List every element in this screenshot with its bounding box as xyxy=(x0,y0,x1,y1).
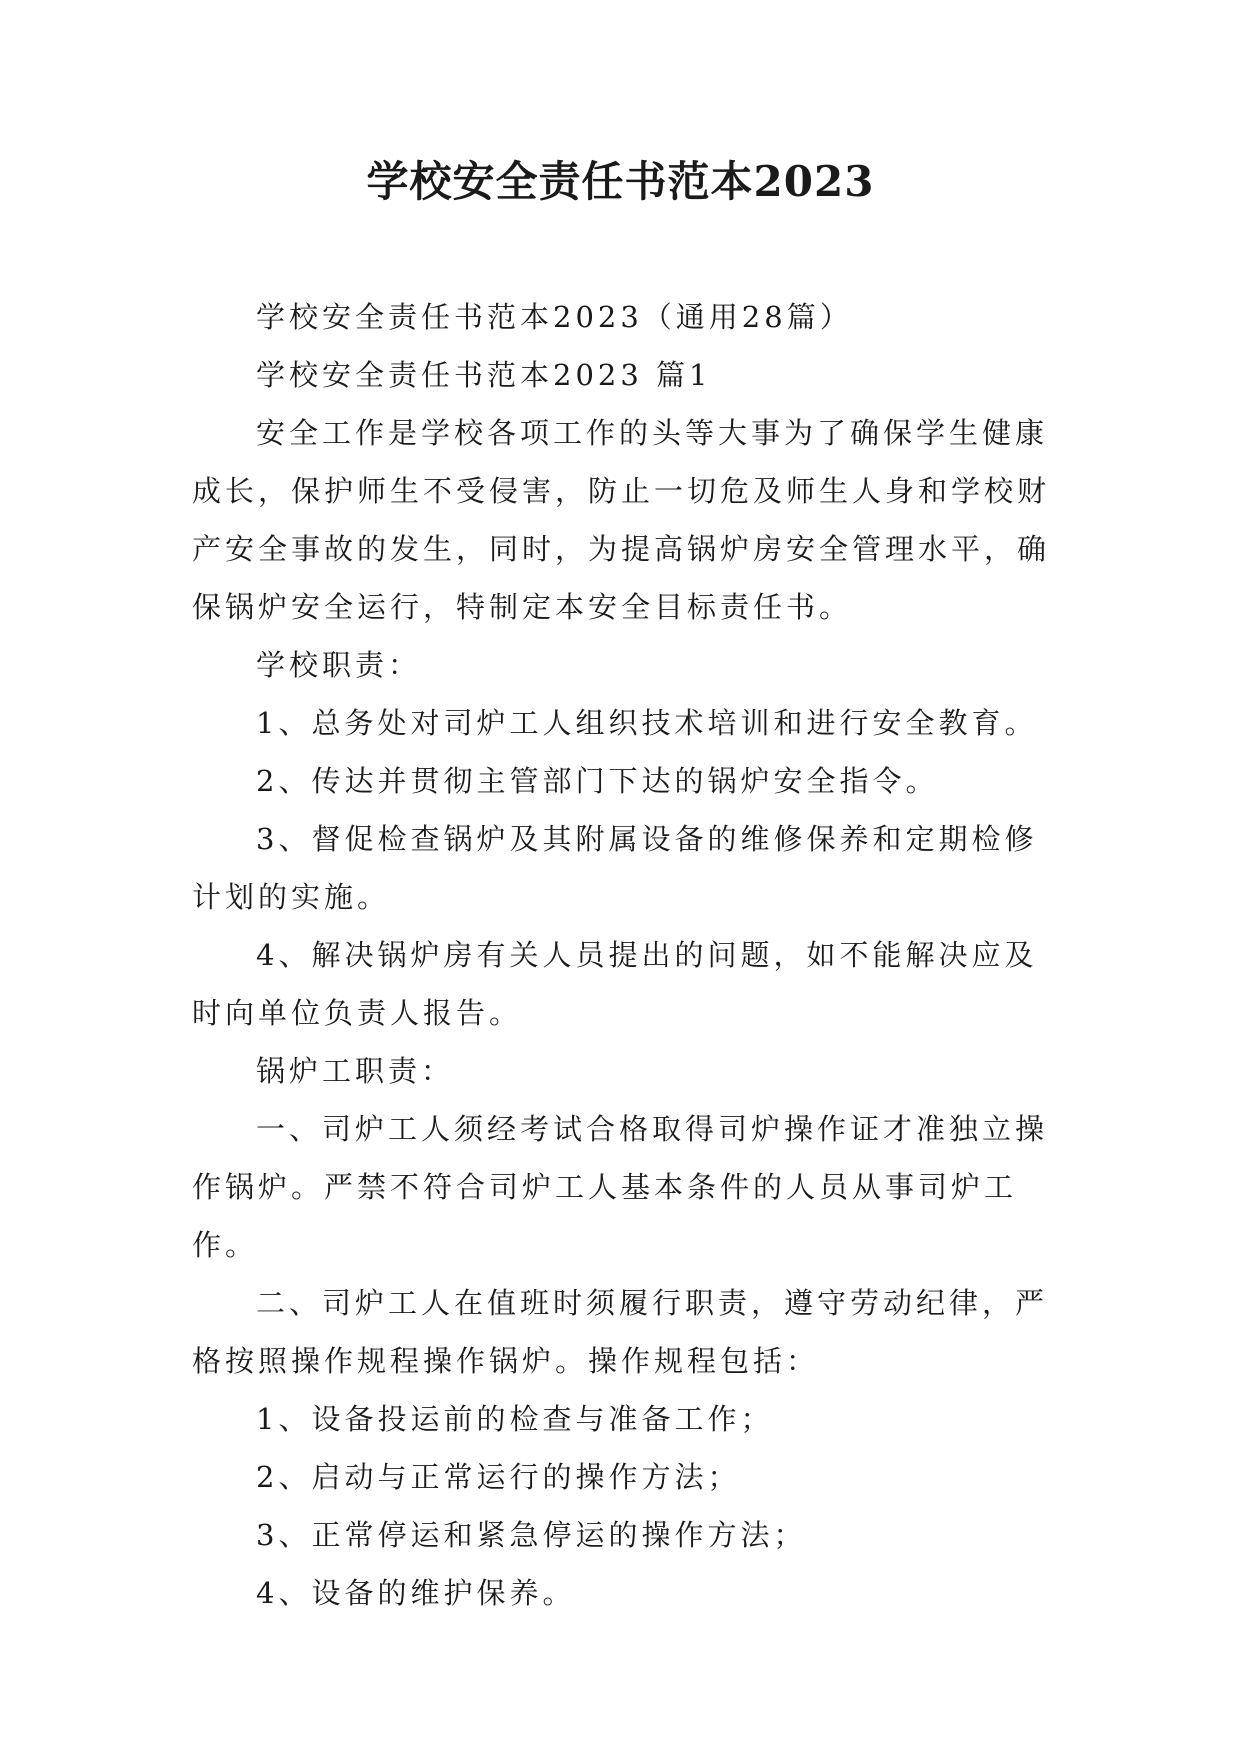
paragraph: 锅炉工职责： xyxy=(256,1054,455,1088)
paragraph: 4、设备的维护保养。 xyxy=(256,1576,576,1610)
paragraph: 3、正常停运和紧急停运的操作方法； xyxy=(256,1518,807,1552)
paragraph: 3、督促检查锅炉及其附属设备的维修保养和定期检修计划的实施。 xyxy=(192,822,1038,914)
document-body xyxy=(192,288,1062,1622)
paragraph: 学校安全责任书范本2023（通用28篇） xyxy=(256,300,853,334)
paragraph: 1、设备投运前的检查与准备工作； xyxy=(256,1402,774,1436)
paragraph: 2、传达并贯彻主管部门下达的锅炉安全指令。 xyxy=(256,764,939,798)
document-title: 学校安全责任书范本2023 xyxy=(366,157,875,206)
paragraph: 4、解决锅炉房有关人员提出的问题，如不能解决应及时向单位负责人报告。 xyxy=(192,938,1038,1030)
paragraph: 一、司炉工人须经考试合格取得司炉操作证才准独立操作锅炉。严禁不符合司炉工人基本条件的人员从事司炉工作。 xyxy=(192,1112,1049,1262)
paragraph: 安全工作是学校各项工作的头等大事为了确保学生健康成长，保护师生不受侵害，防止一切危及师生人身和学校财产安全事故的发生，同时，为提高锅炉房安全管理水平，确保锅炉安全运行，特制定本安全目标责任书。 xyxy=(192,416,1051,624)
paragraph: 学校职责： xyxy=(256,648,422,682)
paragraph: 1、总务处对司炉工人组织技术培训和进行安全教育。 xyxy=(256,706,1038,740)
paragraph: 2、启动与正常运行的操作方法； xyxy=(256,1460,741,1494)
paragraph: 二、司炉工人在值班时须履行职责，遵守劳动纪律，严格按照操作规程操作锅炉。操作规程包括： xyxy=(192,1286,1049,1378)
paragraph: 学校安全责任书范本2023 篇1 xyxy=(256,358,712,392)
